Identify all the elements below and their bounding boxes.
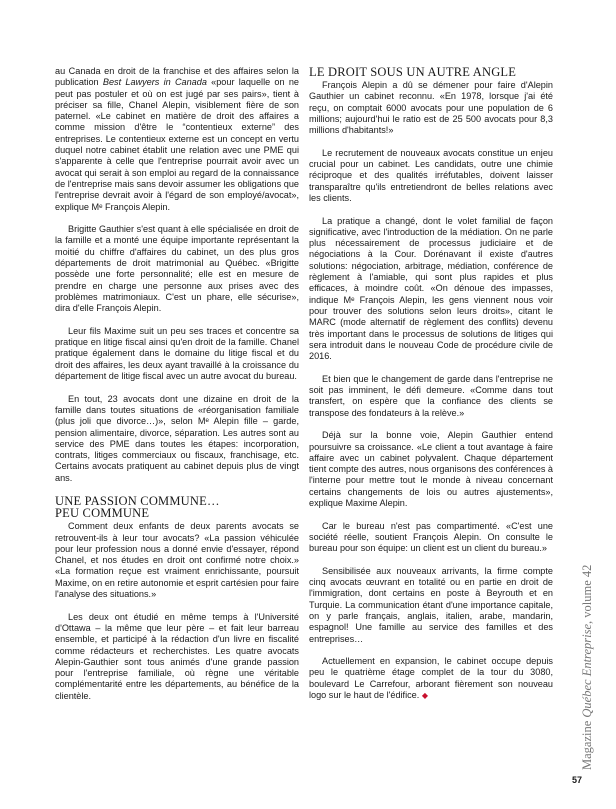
paragraph: Comment deux enfants de deux parents avocats se retrouvent-ils à leur tour avocats? «La passion véhiculée pour leur profession nous a donné envie d'essayer, répond Chanel, et nos études en droit ont confirmé notre choix.» «La formation reçue est vraiment enrichissante, poursuit Maxime, on en retire autonomie et esprit cartésien pour faire l'analyse des situations.» [55, 521, 299, 600]
section-heading: UNE PASSION COMMUNE… PEU COMMUNE [55, 494, 220, 521]
paragraph: Les deux ont étudié en même temps à l'Université d'Ottawa – la même que leur père – et fait leur barreau ensemble, et participé à la rédaction d'un livre en fiscalité comme rédacteurs et recherchistes. Les quatre avocats Alepin-Gauthier sont tous animés d'une grande passion pour l'entreprise familiale, où règne une véritable complémentarité entre les départements, au bénéfice de la clientèle. [55, 611, 299, 701]
paragraph: Brigitte Gauthier s'est quant à elle spécialisée en droit de la famille et a monté une équipe importante représentant la moitié du chiffre d'affaires du cabinet, un des plus gros départements de droit matrimonial au Québec. «Brigitte possède une forte personnalité; elle est en mesure de prendre en charge une personne aux prises avec des problèmes matrimoniaux. C'est un phare, elle sécurise», dira d'elle François Alepin. [55, 224, 299, 314]
left-column [55, 66, 299, 702]
paragraph: au Canada en droit de la franchise et des affaires selon la publication Best Lawyers in Canada «pour laquelle on ne peut pas postuler et où on est jugé par ses pairs», tient à préciser sa fille, Chanel Alepin, visiblement fière de son paternel. «Le cabinet en matière de droit des affaires a comme mission d'être le “contentieux externe” des entreprises. Le contentieux externe est un concept en vertu duquel notre cabinet établit une relation avec une PME qui s'apparente à celle que l'entreprise pourrait avoir avec un avocat qui serait à son emploi au regard de la connaissance de l'entreprise mais sans devoir assumer les obligations que l'entreprise devrait avoir à l'égard de son employé/avocat», explique Mᵉ François Alepin. [55, 66, 299, 212]
paragraph: Déjà sur la bonne voie, Alepin Gauthier entend poursuivre sa croissance. «Le client a tout avantage à faire affaire avec un cabinet polyvalent. Chaque département tient compte des autres, nous organisons des conférences à l'interne pour mettre tout le monde à niveau concernant certains changements de lois ou autres ajustements», explique Maxime Alepin. [309, 430, 553, 508]
paragraph: Leur fils Maxime suit un peu ses traces et concentre sa pratique en litige fiscal ainsi qu'en droit de la famille. Chanel pratique également dans le domaine du litige fiscal et du droit des affaires, les deux ayant travaillé à la croissance du département de litige fiscal avec un autre avocat du bureau. [55, 325, 299, 382]
page-number: 57 [572, 775, 583, 785]
end-of-article-mark-icon: ◆ [421, 691, 429, 701]
right-column [309, 66, 553, 701]
paragraph: La pratique a changé, dont le volet familial de façon significative, avec l'introduction de la médiation. On ne parle plus nécessairement de processus judiciaire et de négociations à la Cour. Dorénavant il existe d'autres solutions: négociation, arbitrage, médiation, conférence de règlement à l'amiable, qui sont plus rapides et plus efficaces, à moindre coût. «On dénoue des impasses, indique Mᵉ François Alepin, les gens viennent nous voir pour trouver des solutions selon leurs droits», citant le MARC (mode alternatif de règlement des conflits) devenu très important dans le processus de solutions de litiges qui sera introduit dans le nouveau Code de procédure civile de 2016. [309, 215, 553, 362]
publication-title: Best Lawyers in Canada [102, 77, 207, 88]
paragraph: François Alepin a dû se démener pour faire d'Alepin Gauthier un cabinet reconnu. «En 1978, lorsque j'ai été reçu, on comptait 6000 avocats pour une population de 6 millions; aujourd'hui le ratio est de 25 500 avocats pour 8,3 millions d'habitants!» [309, 80, 553, 136]
paragraph: Le recrutement de nouveaux avocats constitue un enjeu crucial pour un cabinet. Les candidats, outre une chimie réciproque et des qualités irréfutables, doivent laisser transparaître qu'ils entretiendront de belles relations avec les clients. [309, 147, 553, 203]
section-heading: LE DROIT SOUS UN AUTRE ANGLE [309, 65, 517, 79]
paragraph: Et bien que le changement de garde dans l'entreprise ne soit pas imminent, le défi demeure. «Comme dans tout transfert, on espère que la confiance des clients se transpose des fondateurs à la relève.» [309, 373, 553, 418]
paragraph: Car le bureau n'est pas compartimenté. «C'est une société réelle, soutient François Alepin. On consulte le bureau pour son équipe: un client est un client du bureau.» [309, 520, 553, 554]
paragraph: Sensibilisée aux nouveaux arrivants, la firme compte cinq avocats œuvrant en totalité ou en partie en droit de l'immigration, dont certains en poste à Beyrouth et en Turquie. La communication étant d'une importance capitale, on y parle français, anglais, italien, arabe, mandarin, espagnol! Une famille au service des familles et des entreprises… [309, 565, 553, 644]
paragraph: En tout, 23 avocats dont une dizaine en droit de la famille dans toutes situations de «réorganisation familiale (plus joli que divorce…)», selon Mᵉ Alepin fille – garde, pension alimentaire, divorce, séparation. Les autres sont au service des PME dans toutes les étapes: incorporation, contrats, litiges commerciaux ou fiscaux, franchisage, etc. Certains avocats pratiquent au cabinet depuis plus de vingt ans. [55, 393, 299, 483]
paragraph: Actuellement en expansion, le cabinet occupe depuis peu le quatrième étage complet de la tour du 3080, boulevard Le Carrefour, arborant fièrement son nouveau logo sur le haut de l'édifice. ◆ [309, 656, 553, 701]
magazine-running-title: Magazine Québec Entreprise, volume 42 [580, 564, 594, 770]
